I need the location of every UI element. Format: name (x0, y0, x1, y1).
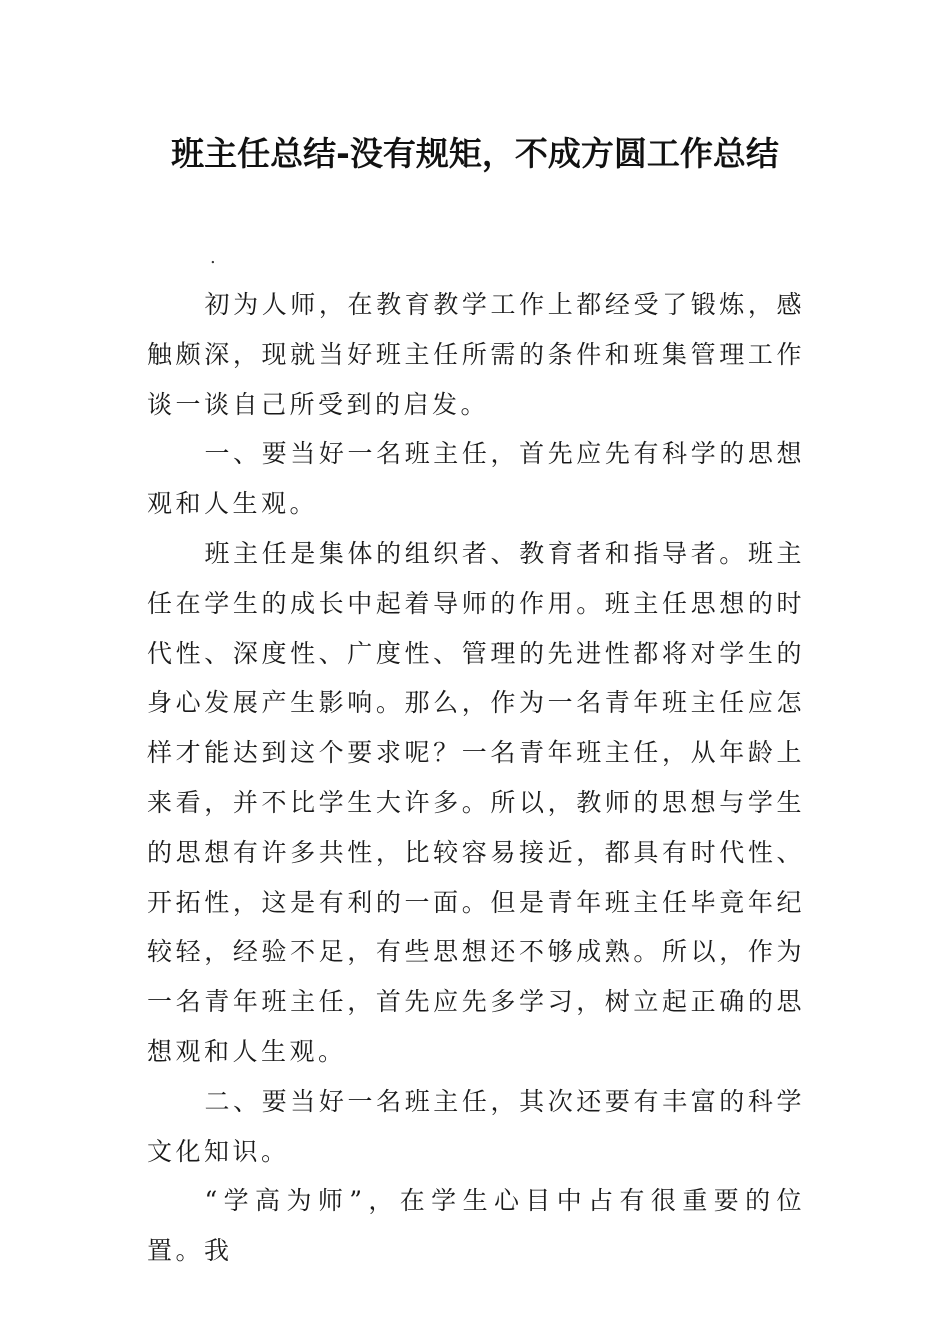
paragraph-body-1: 班主任是集体的组织者、教育者和指导者。班主任在学生的成长中起着导师的作用。班主任思想的时代性、深度性、广度性、管理的先进性都将对学生的身心发展产生影响。那么，作为一名青年班主任应怎样才能达到这个要求呢？一名青年班主任，从年龄上来看，并不比学生大许多。所以，教师的思想与学生的思想有许多共性，比较容易接近，都具有时代性、开拓性，这是有利的一面。但是青年班主任毕竟年纪较轻，经验不足，有些思想还不够成熟。所以，作为一名青年班主任，首先应先多学习，树立起正确的思想观和人生观。 (147, 538, 805, 1066)
document-title: 班主任总结-没有规矩，不成方圆工作总结 (171, 134, 779, 173)
document-body (147, 280, 805, 1276)
paragraph-body-2: “学高为师”，在学生心目中占有很重要的位置。我 (147, 1186, 805, 1266)
paragraph-heading-1: 一、要当好一名班主任，首先应先有科学的思想观和人生观。 (147, 439, 805, 519)
paragraph-intro: 初为人师，在教育教学工作上都经受了锻炼，感触颇深，现就当好班主任所需的条件和班集管理工作谈一谈自己所受到的启发。 (147, 290, 805, 419)
paragraph-heading-2: 二、要当好一名班主任，其次还要有丰富的科学文化知识。 (147, 1086, 805, 1166)
section-marker: . (210, 247, 216, 268)
